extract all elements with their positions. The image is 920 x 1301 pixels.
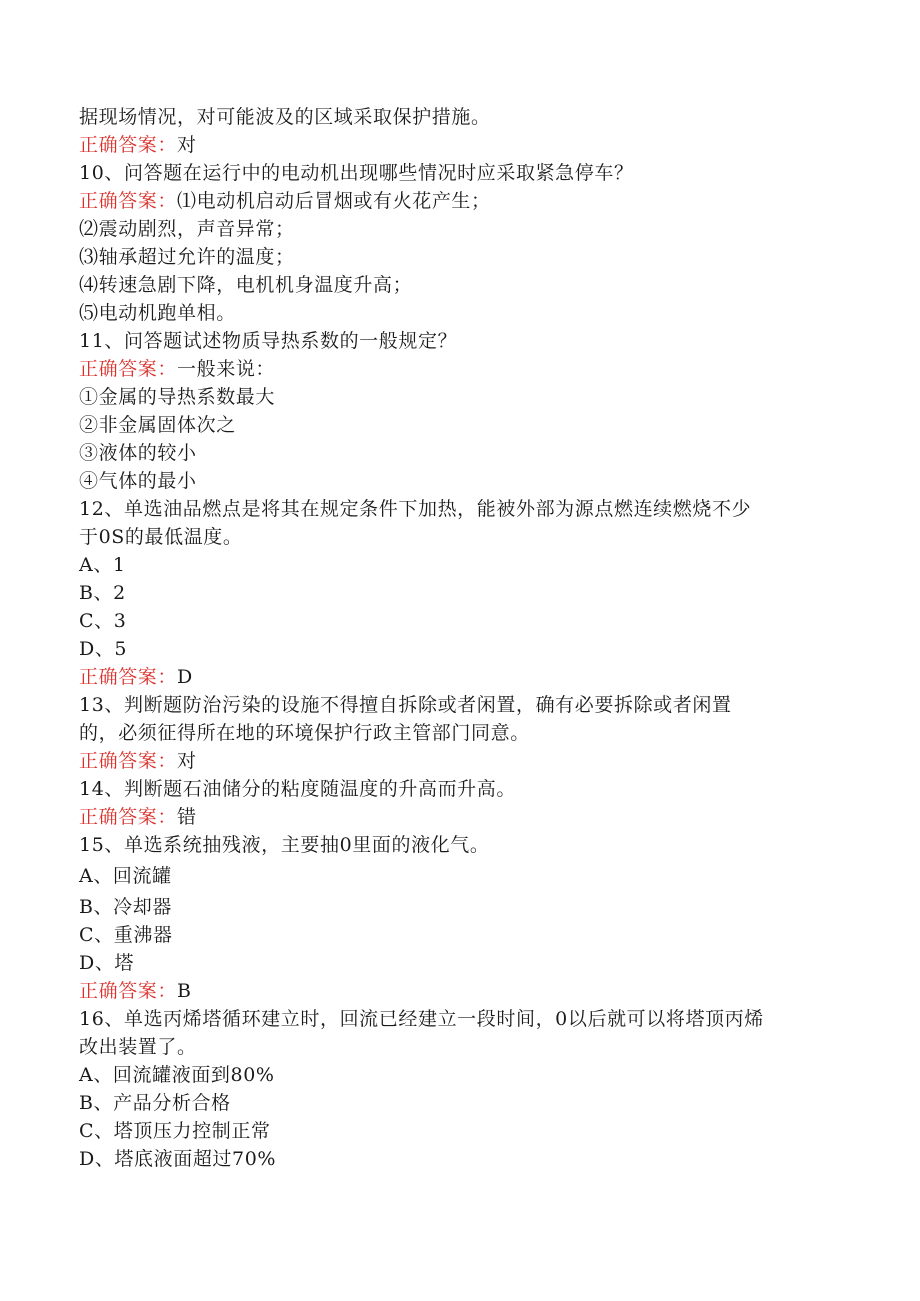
answer-value: D (177, 666, 193, 688)
option-a: A、回流罐液面到80% (79, 1064, 275, 1086)
answer-line (79, 977, 839, 1005)
document-page (79, 103, 839, 1173)
question-12-cont: 于0S的最低温度。 (79, 526, 243, 548)
answer-continuation: ⑷转速急剧下降，电机机身温度升高； (79, 274, 413, 296)
question-10: 10、问答题在运行中的电动机出现哪些情况时应采取紧急停车？ (79, 162, 634, 184)
answer-value: B (177, 980, 192, 1002)
answer-label: 正确答案： (79, 806, 178, 828)
question-14: 14、判断题石油储分的粘度随温度的升高而升高。 (79, 778, 516, 800)
question-12: 12、单选油品燃点是将其在规定条件下加热，能被外部为源点燃连续燃烧不少 (79, 498, 752, 520)
answer-label: 正确答案： (79, 190, 178, 212)
option-c: C、3 (79, 610, 127, 632)
answer-label: 正确答案： (79, 358, 178, 380)
option-b: B、冷却器 (79, 896, 172, 918)
answer-continuation: ⑸电动机跑单相。 (79, 302, 236, 324)
answer-line (79, 355, 839, 383)
answer-value: ⑴电动机启动后冒烟或有火花产生； (177, 190, 491, 212)
answer-value: 一般来说： (177, 358, 276, 380)
question-16-cont: 改出装置了。 (79, 1036, 197, 1058)
option-b: B、产品分析合格 (79, 1092, 231, 1114)
option-a: A、回流罐 (79, 865, 172, 887)
answer-line (79, 131, 839, 159)
option-a: A、1 (79, 554, 126, 576)
answer-continuation: ⑵震动剧烈，声音异常； (79, 218, 295, 240)
answer-label: 正确答案： (79, 980, 178, 1002)
option-c: C、重沸器 (79, 924, 173, 946)
answer-continuation: ①金属的导热系数最大 (79, 386, 276, 408)
answer-line (79, 187, 839, 215)
option-d: D、塔 (79, 952, 135, 974)
answer-value: 对 (177, 134, 197, 156)
option-c: C、塔顶压力控制正常 (79, 1120, 271, 1142)
option-d: D、塔底液面超过70% (79, 1148, 277, 1170)
answer-label: 正确答案： (79, 750, 178, 772)
answer-value: 错 (177, 806, 197, 828)
answer-label: 正确答案： (79, 134, 178, 156)
question-13: 13、判断题防治污染的设施不得擅自拆除或者闲置，确有必要拆除或者闲置 (79, 694, 732, 716)
answer-continuation: ⑶轴承超过允许的温度； (79, 246, 295, 268)
answer-line (79, 747, 839, 775)
option-d: D、5 (79, 638, 128, 660)
option-b: B、2 (79, 582, 126, 604)
answer-continuation: ③液体的较小 (79, 442, 197, 464)
answer-value: 对 (177, 750, 197, 772)
text-line: 据现场情况，对可能波及的区域采取保护措施。 (79, 106, 491, 128)
answer-line (79, 663, 839, 691)
question-16: 16、单选丙烯塔循环建立时，回流已经建立一段时间，0以后就可以将塔顶丙烯 (79, 1008, 764, 1030)
answer-continuation: ④气体的最小 (79, 470, 197, 492)
question-13-cont: 的，必须征得所在地的环境保护行政主管部门同意。 (79, 722, 530, 744)
question-11: 11、问答题试述物质导热系数的一般规定？ (79, 330, 458, 352)
answer-label: 正确答案： (79, 666, 178, 688)
answer-line (79, 803, 839, 831)
question-15: 15、单选系统抽残液，主要抽0里面的液化气。 (79, 834, 490, 856)
answer-continuation: ②非金属固体次之 (79, 414, 236, 436)
